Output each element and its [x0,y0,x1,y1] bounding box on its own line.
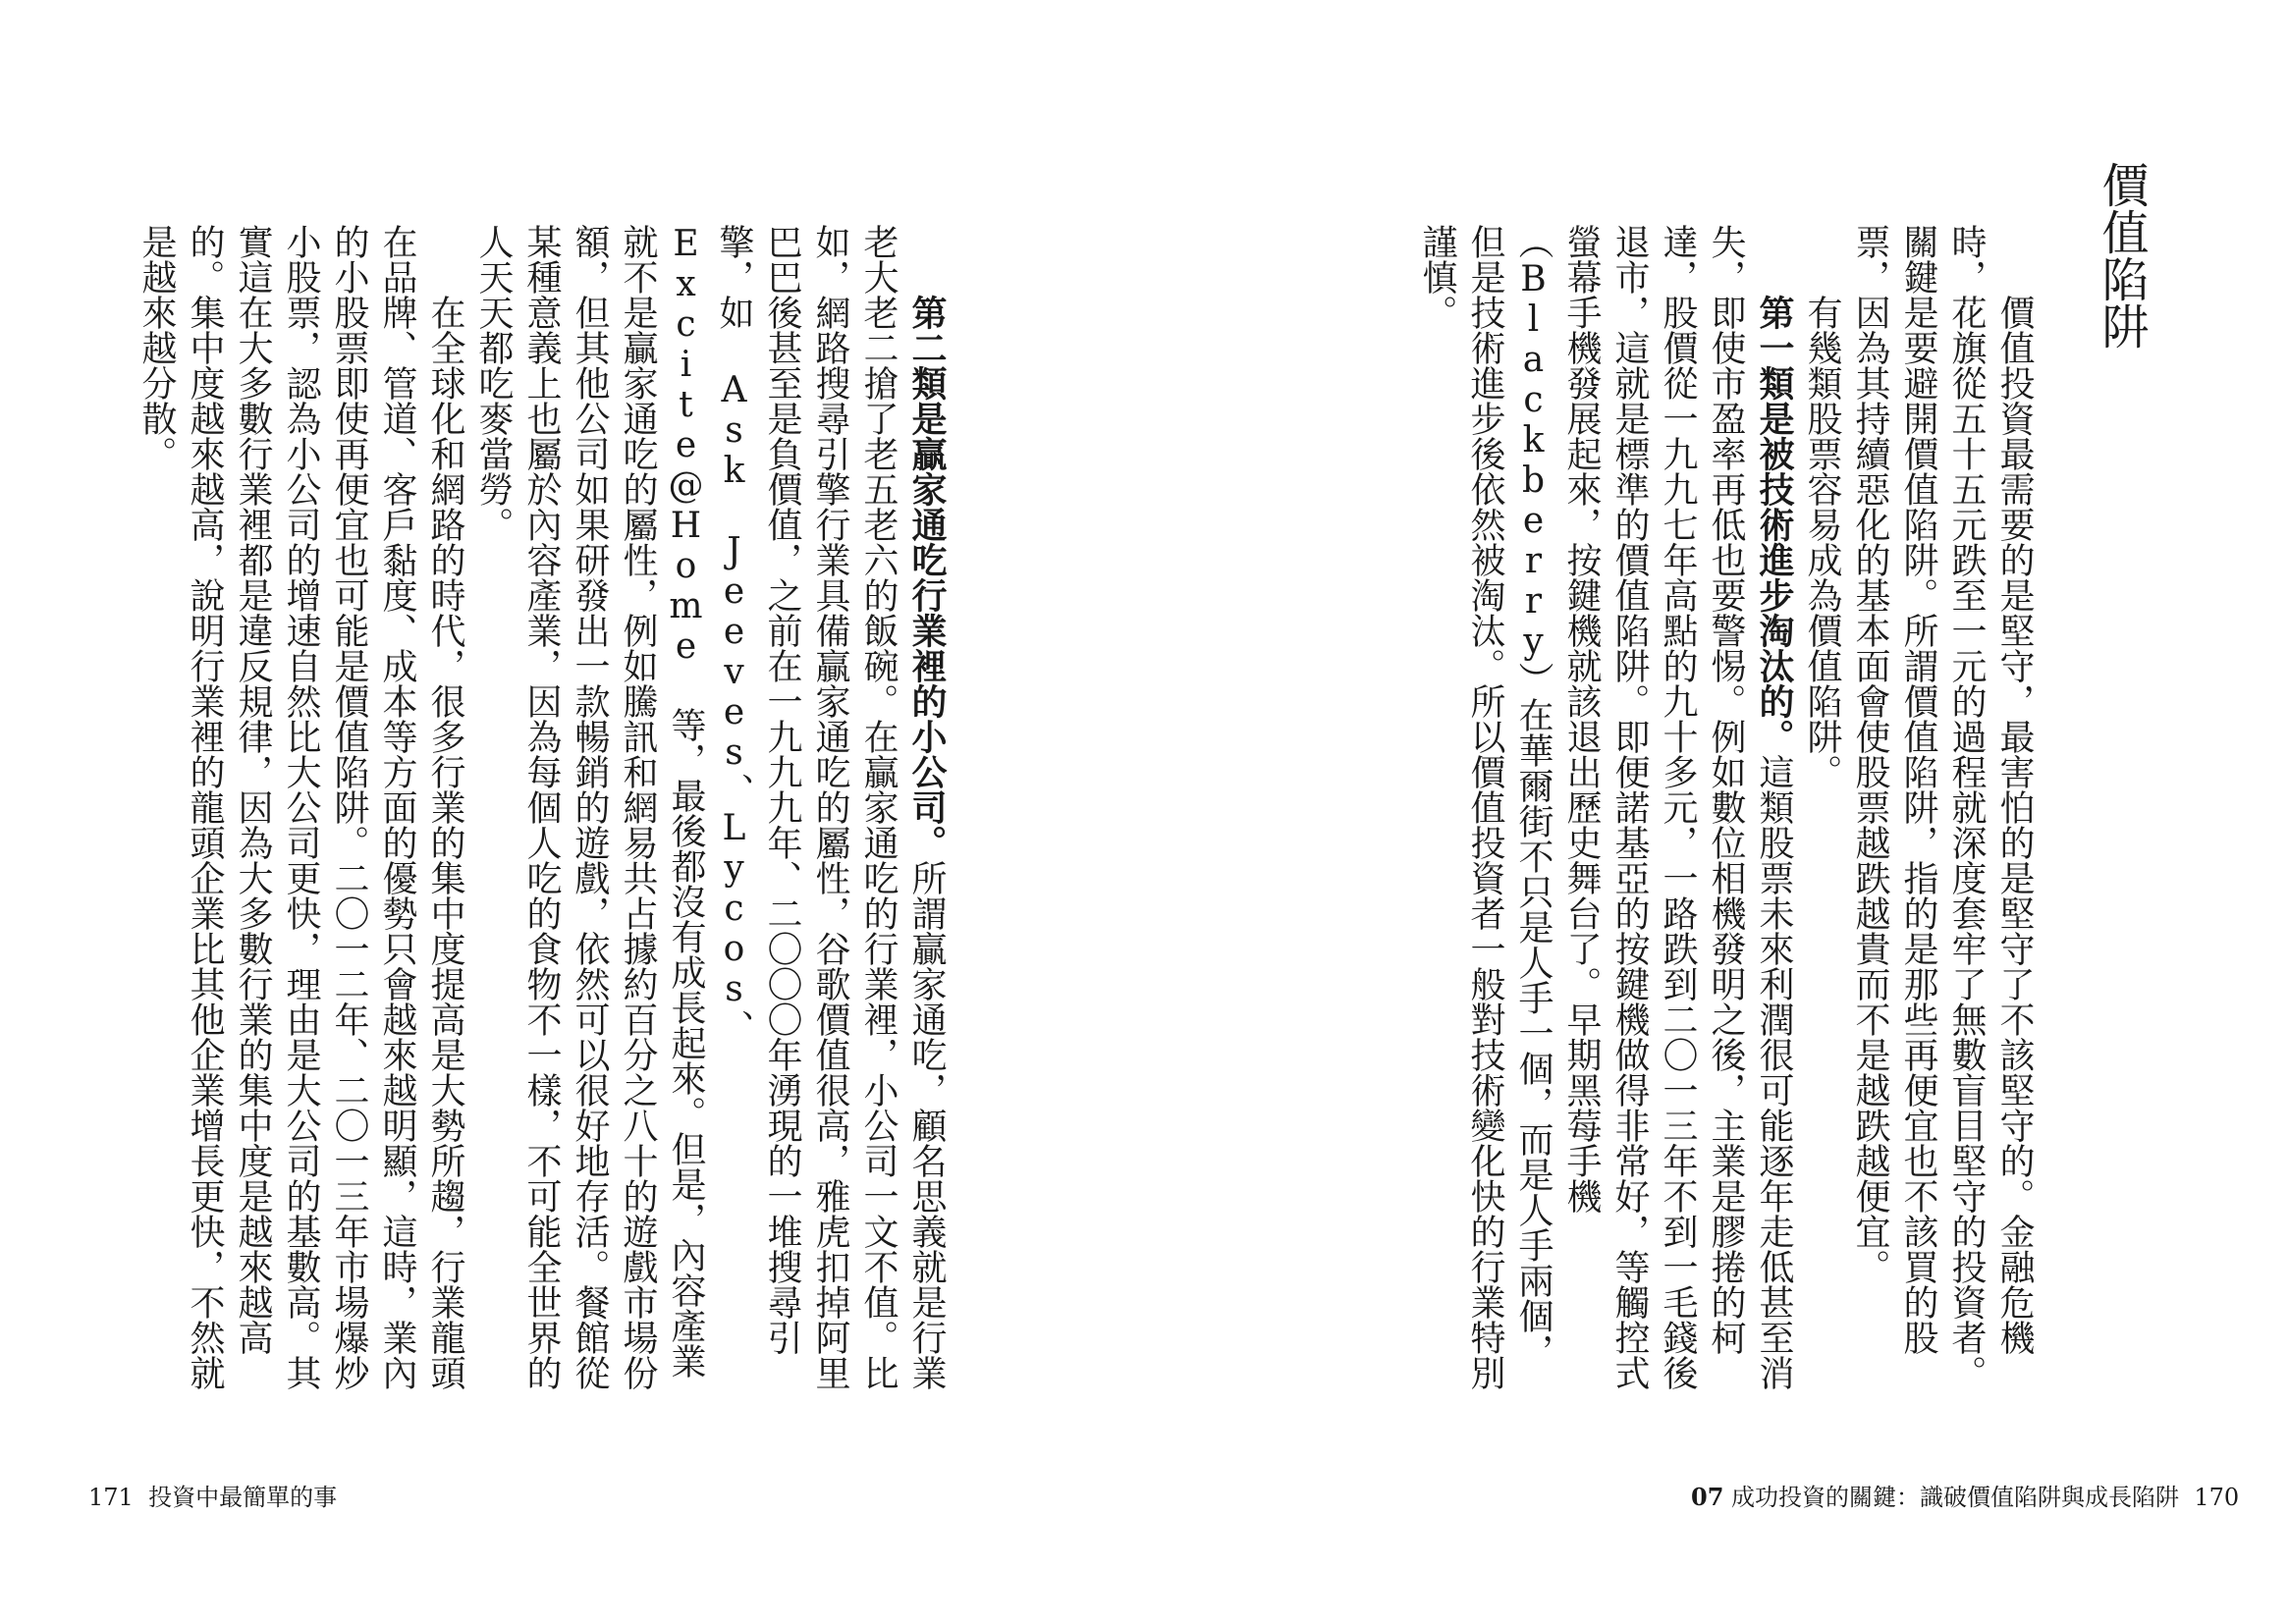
right-page-body [1332,224,2039,1402]
book-title: 投資中最簡單的事 [148,1484,338,1511]
left-page-body [136,224,951,1402]
section-title: 價值陷阱 [2094,161,2149,350]
chapter-number: 07 [1691,1483,1724,1511]
intro-paragraph: 價值投資最需要的是堅守，最害怕的是堅守了不該堅守的。金融危機時，花旗從五十五元跌至一元的過程就深度套牢了無數盲目堅守的投資者。關鍵是要避開價值陷阱。所謂價值陷阱，指的是那些再便宜也不該買的股票，因為其持續惡化的基本面會使股票越跌越貴而不是越跌越便宜。 [1850,224,2035,1390]
type1-text: 這類股票未來利潤很可能逐年走低甚至消失，即使市盈率再低也要警惕。例如數位相機發明之後，主業是膠捲的柯達，股價從一九九七年高點的九十多元，一路跌到二〇一三年不到一毛錢後退市，這就是標準的價值陷阱。即便諾基亞的按鍵機做得非常好，等觸控式螢幕手機發展起來，按鍵機就該退出歷史舞台了。早期黑莓手機（Blackberry）在華爾街不只是人手一個，而是人手兩個，但是技術進步後依然被淘汰。所以價值投資者一般對技術變化快的行業特別謹慎。 [1417,224,1794,1390]
type2-text: 所謂贏家通吃，顧名思義就是行業老大老二搶了老五老六的飯碗。在贏家通吃的行業裡，小公司一文不值。比如，網路搜尋引擎行業具備贏家通吃的屬性，谷歌價值很高，雅虎扣掉阿里巴巴後甚至是負價值，之前在一九九九年、二〇〇〇年湧現的一堆搜尋引擎，如 Ask Jeeves、Lycos、Excite@Home 等，最後都沒有成長起來。但是，內容產業就不是贏家通吃的屬性，例如騰訊和網易共占據約百分之八十的遊戲市場份額，但其他公司如果研發出一款暢銷的遊戲，依然可以很好地存活。餐館從某種意義上也屬於內容產業，因為每個人吃的食物不一樣，不可能全世界的人天天都吃麥當勞。 [473,224,947,1390]
left-page-number: 171 [88,1484,134,1511]
type2-heading: 第二類是贏家通吃行業裡的小公司。 [906,295,947,860]
types-intro-paragraph: 有幾類股票容易成為價值陷阱。 [1802,295,1842,789]
type1-heading: 第一類是被技術進步淘汰的。 [1754,295,1794,754]
chapter-title: 成功投資的關鍵：識破價值陷阱與成長陷阱 [1731,1484,2180,1511]
type1-paragraph [1413,224,1798,1402]
concentration-paragraph: 在全球化和網路的時代，很多行業的集中度提高是大勢所趨，行業龍頭在品牌、管道、客戶黏度、成本等方面的優勢只會越來越明顯，這時，業內的小股票即使再便宜也可能是價值陷阱。二〇一二年、二〇一三年市場爆炒小股票，認為小公司的增速自然比大公司更快，理由是大公司的基數高。其實這在大多數行業裡都是違反規律，因為大多數行業的集中度是越來越高的。集中度越來越高，說明行業裡的龍頭企業比其他企業增長更快，不然就是越來越分散。 [136,224,465,1390]
right-page-number: 170 [2194,1484,2240,1511]
left-page-footer [88,1483,337,1512]
right-page-footer [1691,1483,2239,1512]
type2-paragraph [469,224,951,1402]
